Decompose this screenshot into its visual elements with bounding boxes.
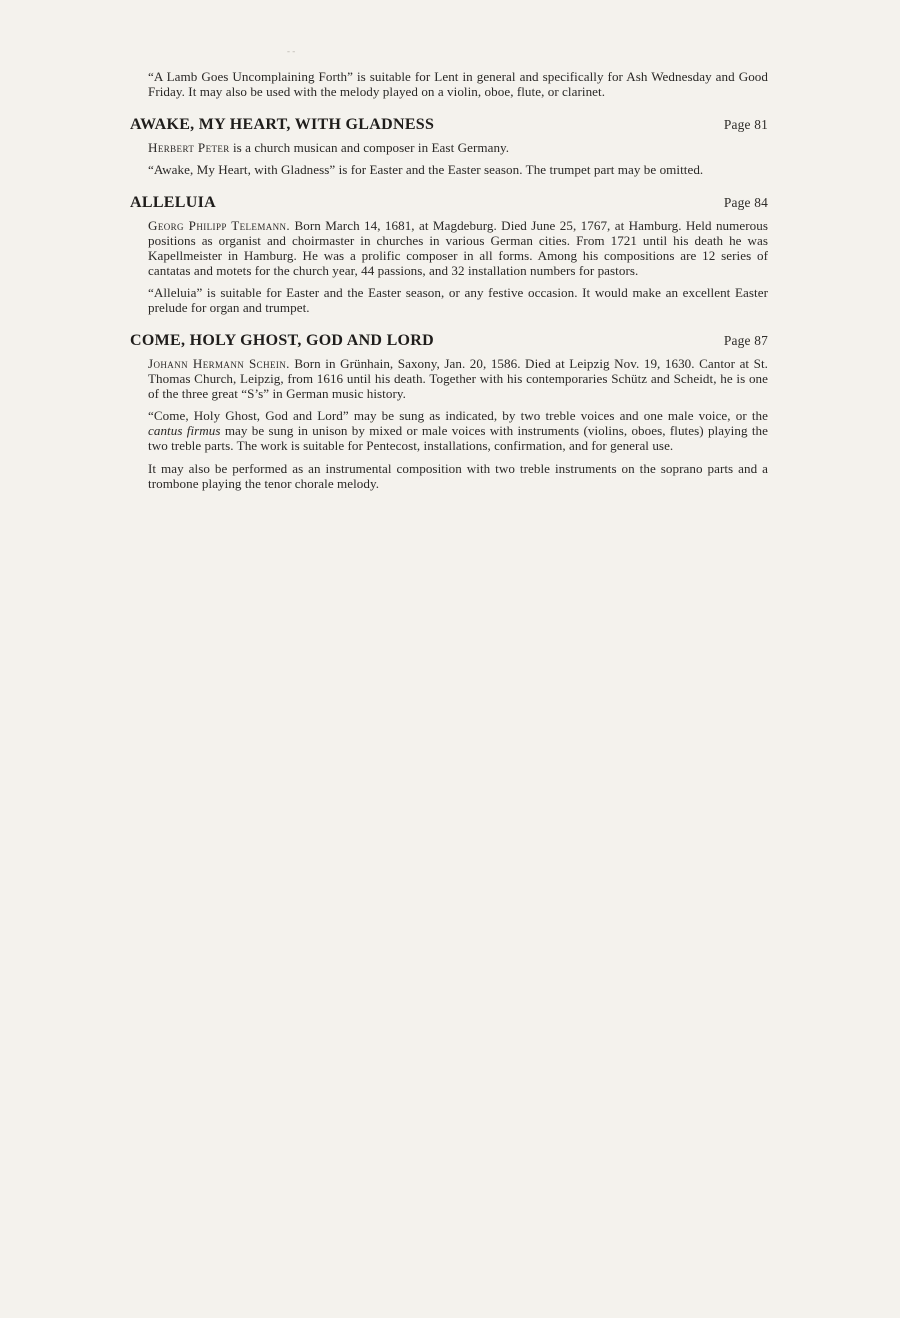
- page-reference: Page 81: [723, 116, 768, 132]
- section-heading: [130, 116, 768, 134]
- page-reference: Page 87: [723, 332, 768, 348]
- usage-text: may be sung in unison by mixed or male voices with instruments (violins, oboes, flutes) playing the two treble parts. The work is suitable for Pentecost, installations, confirmation, and for general use.: [148, 423, 768, 453]
- cantus-firmus-term: cantus firmus: [148, 423, 221, 439]
- section-title: AWAKE, MY HEART, WITH GLADNESS: [130, 115, 435, 133]
- bio-text: Born in Grünhain, Saxony, Jan. 20, 1586. Died at Leipzig Nov. 19, 1630. Cantor at St. Thomas Church, Leipzig, from 1616 until his death. Together with his contemporaries Schütz and Scheidt, he is one of the three great “S’s” in German music history.: [148, 355, 768, 401]
- page-content: [130, 70, 768, 499]
- section-come-holy-ghost: [130, 332, 768, 491]
- section-heading: [130, 332, 768, 350]
- usage-paragraph: “Alleluia” is suitable for Easter and the Easter season, or any festive occasion. It would make an excellent Easter prelude for organ and trumpet.: [148, 285, 768, 316]
- section-heading: [130, 194, 768, 212]
- composer-bio: [148, 219, 768, 278]
- usage-paragraph: “Awake, My Heart, with Gladness” is for Easter and the Easter season. The trumpet part may be omitted.: [148, 162, 704, 178]
- composer-name: Herbert Peter: [148, 139, 230, 155]
- section-body: [130, 141, 768, 179]
- composer-name: Johann Hermann Schein.: [148, 355, 290, 371]
- composer-bio: [148, 357, 768, 401]
- section-title: ALLELUIA: [130, 194, 216, 212]
- usage-text: “Come, Holy Ghost, God and Lord” may be sung as indicated, by two treble voices and one male voice, or the: [148, 408, 768, 424]
- composer-name: Georg Philipp Telemann.: [148, 218, 291, 234]
- page-reference: Page 84: [723, 195, 768, 211]
- header-mark: - -: [287, 46, 296, 56]
- section-title: COME, HOLY GHOST, GOD AND LORD: [130, 331, 434, 349]
- section-body: [130, 357, 768, 491]
- section-body: [130, 219, 768, 316]
- intro-paragraph: “A Lamb Goes Uncomplaining Forth” is suitable for Lent in general and specifically for Ash Wednesday and Good Friday. It may also be used with the melody played on a violin, oboe, flute, or clarinet.: [148, 69, 768, 99]
- bio-text: Born March 14, 1681, at Magdeburg. Died June 25, 1767, at Hamburg. Held numerous positions as organist and choirmaster in churches in various German cities. From 1721 until his death he was Kapellmeister in Hamburg. He was a prolific composer in all forms. Among his compositions are 12 series of cantatas and motets for the church year, 44 passions, and 32 installation numbers for pastors.: [148, 218, 768, 278]
- section-alleluia: [130, 194, 768, 316]
- usage-paragraph: [148, 409, 768, 453]
- performance-paragraph: It may also be performed as an instrumental composition with two treble instruments on the soprano parts and a trombone playing the tenor chorale melody.: [148, 460, 768, 491]
- composer-bio: [148, 141, 768, 156]
- bio-text: is a church musican and composer in East Germany.: [229, 139, 510, 155]
- intro-block: [130, 70, 768, 100]
- section-awake-my-heart: [130, 116, 768, 179]
